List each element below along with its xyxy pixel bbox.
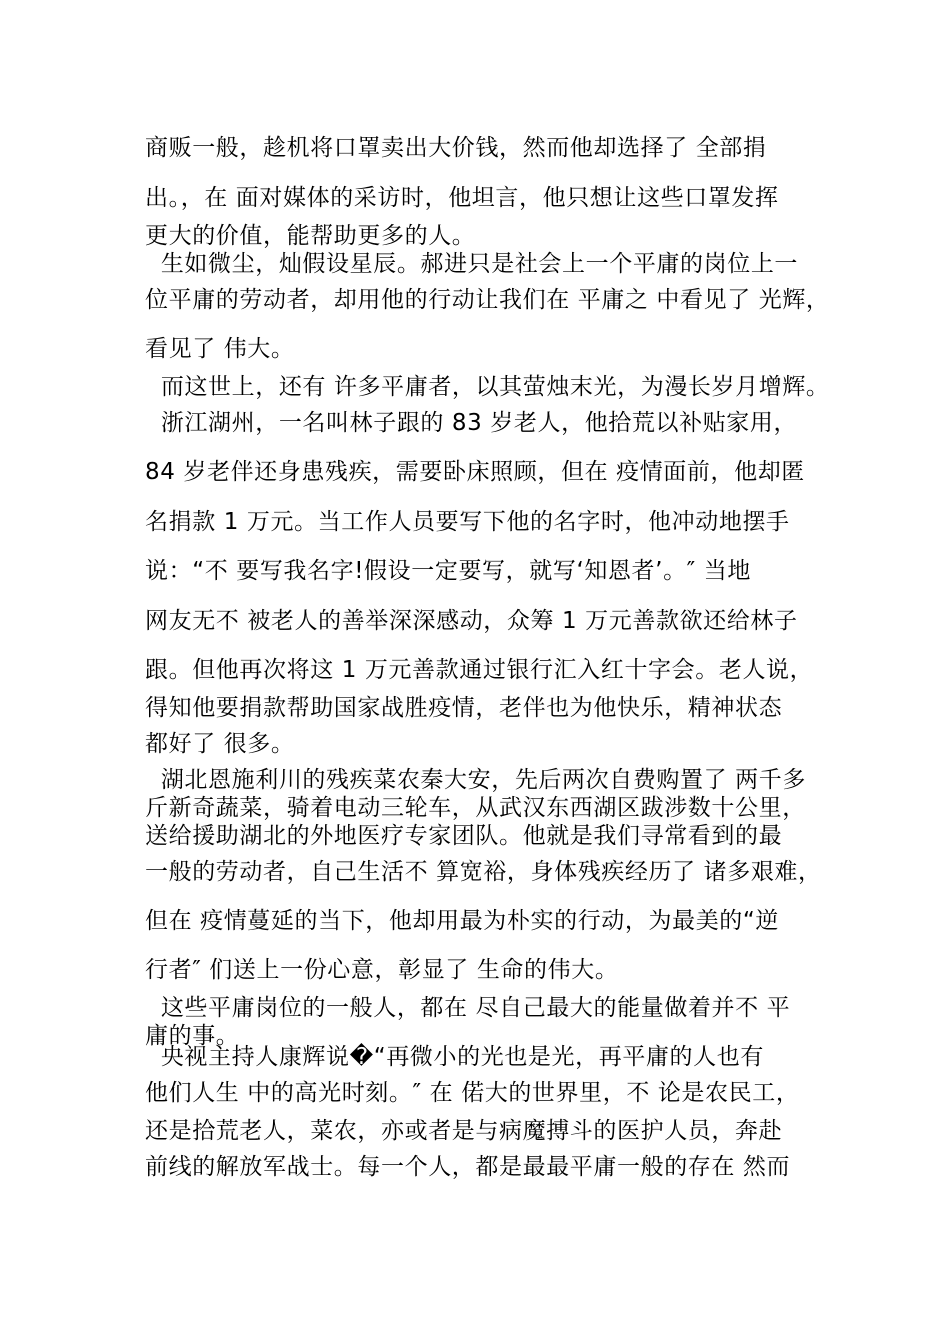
text-line: 这些平庸岗位的一般人，都在 尽自己最大的能量做着并不 平	[145, 995, 791, 1021]
text-line: 送给援助湖北的外地医疗专家团队。他就是我们寻常看到的最	[145, 823, 783, 849]
text-line: 浙江湖州，一名叫林子跟的 83 岁老人，他拾荒以补贴家用，	[145, 410, 798, 436]
text-line: 商贩一般，趁机将口罩卖出大价钱，然而他却选择了 全部捐	[145, 135, 767, 161]
text-line: 84 岁老伴还身患残疾，需要卧床照顾，但在 疫情面前，他却匿	[145, 459, 805, 485]
text-line: 都好了 很多。	[145, 731, 295, 757]
text-line: 央视主持人康辉说�“再微小的光也是光，再平庸的人也有	[145, 1044, 764, 1070]
text-line: 看见了 伟大。	[145, 336, 295, 362]
text-line: 而这世上，还有 许多平庸者，以其萤烛末光，为漫长岁月增辉。	[145, 374, 830, 400]
text-line: 湖北恩施利川的残疾菜农秦大安，先后两次自费购置了 两千多	[145, 767, 806, 793]
text-line: 位平庸的劳动者，却用他的行动让我们在 平庸之 中看见了 光辉，	[145, 287, 830, 313]
text-line: 前线的解放军战士。每一个人，都是最最平庸一般的存在 然而	[145, 1154, 791, 1180]
text-line: 但在 疫情蔓延的当下，他却用最为朴实的行动，为最美的“逆	[145, 908, 780, 934]
text-line: 他们人生 中的高光时刻。″ 在 偌大的世界里，不 论是农民工，	[145, 1080, 800, 1106]
text-line: 行者″ 们送上一份心意，彰显了 生命的伟大。	[145, 957, 619, 983]
text-line: 网友无不 被老人的善举深深感动，众筹 1 万元善款欲还给林子	[145, 608, 798, 634]
text-line: 还是拾荒老人，菜农，亦或者是与病魔搏斗的医护人员，奔赴	[145, 1118, 783, 1144]
text-line: 跟。但他再次将这 1 万元善款通过银行汇入红十字会。老人说，	[145, 657, 814, 683]
text-line: 出。，在 面对媒体的采访时，他坦言，他只想让这些口罩发挥	[145, 185, 779, 211]
text-line: 一般的劳动者，自己生活不 算宽裕，身体残疾经历了 诸多艰难，	[145, 859, 822, 885]
text-line: 更大的价值，能帮助更多的人。	[145, 223, 476, 249]
text-line: 生如微尘，灿假设星辰。郝进只是社会上一个平庸的岗位上一	[145, 251, 799, 277]
text-line: 庸的事。	[145, 1023, 240, 1049]
text-line: 说：“不 要写我名字!假设一定要写，就写‘知恩者’。″ 当地	[145, 558, 751, 584]
text-line: 得知他要捐款帮助国家战胜疫情，老伴也为他快乐，精神状态	[145, 695, 783, 721]
text-line: 斤新奇蔬菜，骑着电动三轮车，从武汉东西湖区跋涉数十公里，	[145, 795, 806, 821]
text-line: 名捐款 1 万元。当工作人员要写下他的名字时，他冲动地摆手	[145, 509, 790, 535]
